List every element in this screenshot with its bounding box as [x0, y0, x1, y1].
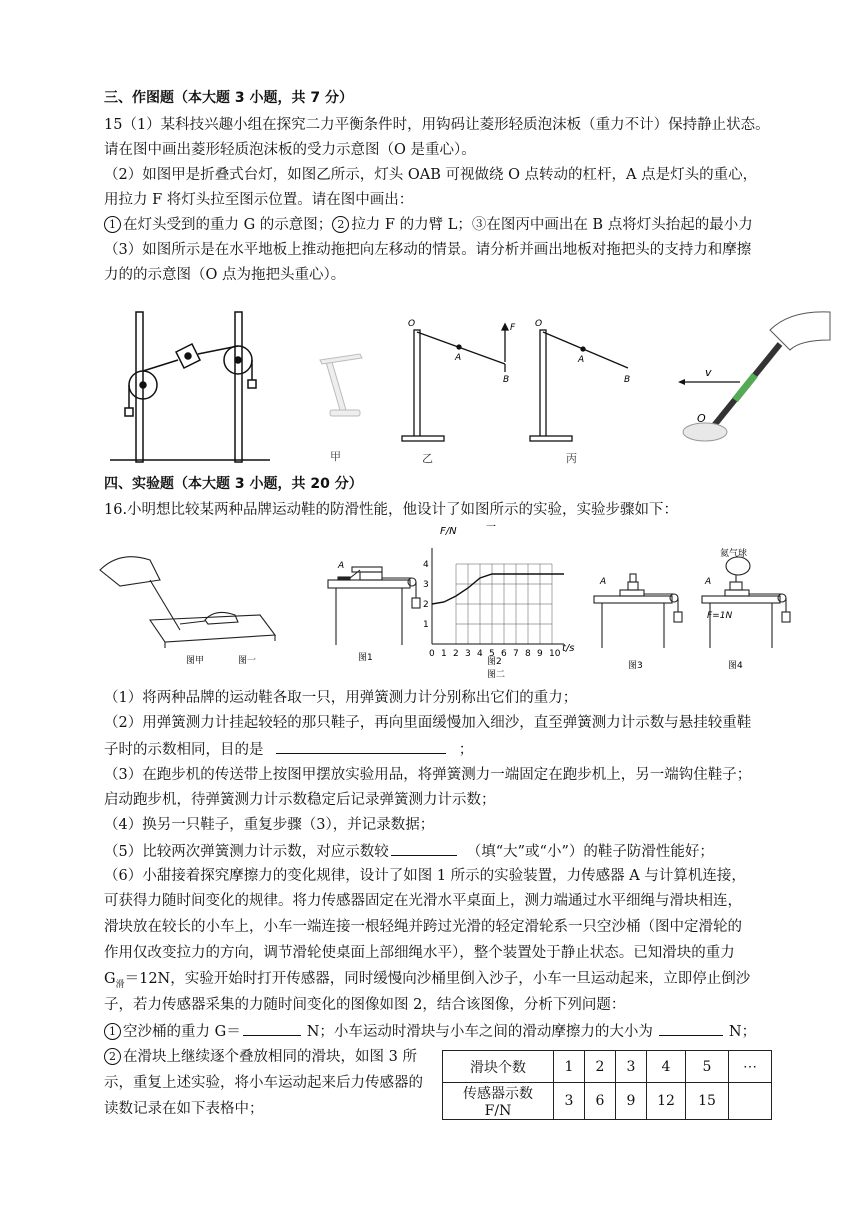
chart-x-axis-label: t/s — [562, 643, 575, 654]
table-cell: 1 — [554, 1051, 585, 1083]
q15-line5-part1: 在灯头受到的重力 G 的示意图； — [123, 217, 333, 233]
q15-line5-part2: 拉力 F 的力臂 L；③在图丙中画出在 B 点将灯头抬起的最小力 — [351, 217, 753, 233]
figures-mid — [0, 520, 860, 680]
fig3-label-A: A — [600, 577, 607, 587]
section3-title: 三、作图题（本大题 3 小题，共 7 分） — [104, 90, 353, 106]
table-cell: 6 — [585, 1083, 616, 1120]
label-A-yi: A — [455, 353, 462, 363]
q15-line7: 力的的示意图（O 点为拖把头重心）。 — [104, 267, 346, 283]
table-cell: 12 — [647, 1083, 686, 1120]
chart-x-tick-label: 3 — [465, 649, 471, 659]
figure2-force-time-chart — [423, 548, 564, 659]
caption-tuyi: 图一 — [238, 656, 257, 666]
step6-line1: （6）小甜接着探究摩擦力的变化规律，设计了如图 1 所示的实验装置，力传感器 A 与计算机连接， — [104, 868, 746, 884]
q16-intro: 16.小明想比较某两种品牌运动鞋的防滑性能，他设计了如图所示的实验，实验步骤如下： — [104, 502, 679, 518]
figure1-apparatus — [328, 567, 420, 645]
figure4-apparatus — [702, 557, 790, 648]
caption-jia: 甲 — [330, 450, 341, 463]
step5-text-b: （填“大”或“小”）的鞋子防滑性能好； — [466, 844, 714, 860]
desk-lamp-figure-jia — [320, 354, 362, 416]
chart-x-tick-label: 10 — [549, 649, 561, 659]
problem1-line — [104, 1021, 756, 1042]
caption-tujia: 图甲 — [186, 656, 205, 666]
q15-line6: （3）如图所示是在水平地板上推动拖把向左移动的情景。请分析并画出地板对拖把头的支持力和摩擦 — [104, 242, 752, 258]
chart-y-axis-label: F/N — [440, 526, 457, 537]
problem1-text-b: N；小车运动时滑块与小车之间的滑动摩擦力的大小为 — [306, 1024, 653, 1040]
chart-y-tick-label: 2 — [423, 600, 429, 610]
table-cell: 15 — [686, 1083, 729, 1120]
table-header-count: 滑块个数 — [443, 1051, 554, 1083]
step6-line4: 作用仅改变拉力的方向，调节滑轮使桌面上部细绳水平），整个装置处于静止状态。已知滑块的重力 — [104, 945, 735, 961]
answer-blank-purpose[interactable] — [276, 739, 446, 754]
treadmill-figure — [100, 557, 275, 648]
label-O-yi: O — [408, 319, 416, 329]
label-O-mop: O — [697, 412, 706, 425]
fig4-label-A: A — [705, 577, 712, 587]
q15-line4: 用拉力 F 将灯头拉至图示位置。请在图中画出： — [104, 192, 414, 208]
q15-line2: 请在图中画出菱形轻质泡沫板的受力示意图（O 是重心）。 — [104, 142, 476, 158]
circled-number-1: 1 — [104, 216, 121, 233]
step6-g-symbol: G — [104, 971, 116, 987]
caption-bing: 丙 — [566, 452, 577, 465]
chart-x-tick-label: 4 — [477, 649, 483, 659]
table-cell — [729, 1083, 772, 1120]
label-B-bing: B — [624, 375, 631, 385]
label-F-yi: F — [510, 323, 516, 333]
table-cell: 9 — [616, 1083, 647, 1120]
chart-x-tick-label: 0 — [429, 649, 435, 659]
label-O-bing: O — [535, 319, 543, 329]
caption-tu2: 图2 — [487, 657, 502, 667]
answer-blank-friction[interactable] — [659, 1021, 723, 1036]
step1: （1）将两种品牌的运动鞋各取一只，用弹簧测力计分别称出它们的重力； — [104, 690, 578, 706]
circled-number-1-p: 1 — [104, 1023, 121, 1040]
step2-line2-text: 子时的示数相同，目的是 — [104, 742, 264, 758]
step6-line5 — [104, 969, 750, 995]
chart-dash-mark: 一 — [486, 522, 496, 533]
step6-line3: 滑块放在较长的小车上，小车一端连接一根轻绳并跨过光滑的轻定滑轮系一只空沙桶（图中定滑轮的 — [104, 919, 742, 935]
chart-x-tick-label: 6 — [501, 649, 507, 659]
step2-line2 — [104, 739, 473, 760]
step2-line2-end: ； — [458, 742, 474, 758]
step6-line5-text: ＝12N，实验开始时打开传感器，同时缓慢向沙桶里倒入沙子，小车一旦运动起来，立即停止倒沙 — [124, 971, 751, 987]
step2-line1: （2）用弹簧测力计挂起较轻的那只鞋子，再向里面缓慢加入细沙，直至弹簧测力计示数与悬挂较重鞋 — [104, 715, 752, 731]
chart-x-tick-label: 2 — [453, 649, 459, 659]
chart-x-tick-label: 7 — [513, 649, 519, 659]
pulley-apparatus-figure — [110, 312, 270, 462]
lamp-lever-figure-bing — [530, 330, 631, 441]
label-B-yi: B — [503, 375, 510, 385]
chart-y-tick-label: 1 — [423, 620, 429, 630]
table-cell: 5 — [686, 1051, 729, 1083]
table-row-reading — [443, 1083, 772, 1120]
problem2-line3: 读数记录在如下表格中； — [104, 1101, 264, 1117]
caption-tu1: 图1 — [358, 653, 373, 663]
table-row-count — [443, 1051, 772, 1083]
lamp-lever-figure-yi — [402, 324, 508, 441]
section4-title: 四、实验题（本大题 3 小题，共 20 分） — [104, 476, 363, 492]
step6-line2: 可获得力随时间变化的规律。将力传感器固定在光滑水平桌面上，测力端通过水平细绳与滑块相连， — [104, 893, 742, 909]
problem1-text-a: 空沙桶的重力 G＝ — [123, 1024, 241, 1040]
table-cell: 3 — [616, 1051, 647, 1083]
chart-series-line — [432, 574, 564, 604]
figure3-apparatus — [594, 574, 682, 648]
caption-tu3: 图3 — [628, 661, 643, 671]
caption-tu4: 图4 — [728, 661, 743, 671]
circled-number-2: 2 — [332, 216, 349, 233]
q15-line3: （2）如图甲是折叠式台灯，如图乙所示，灯头 OAB 可视做绕 O 点转动的杠杆，A 点是灯头的重心， — [104, 167, 758, 183]
fig4-force-label: F=1N — [707, 611, 733, 621]
chart-x-tick-label: 5 — [489, 649, 495, 659]
chart-x-tick-label: 9 — [537, 649, 543, 659]
table-header-reading: 传感器示数 F/N — [443, 1083, 554, 1120]
caption-yi: 乙 — [422, 452, 433, 465]
table-cell: ⋯ — [729, 1051, 772, 1083]
step6-g-subscript: 滑 — [115, 979, 125, 990]
problem2-line2: 示，重复上述实验，将小车运动起来后力传感器的 — [104, 1075, 423, 1091]
label-v: v — [705, 366, 712, 379]
label-A-bing: A — [578, 355, 585, 365]
q15-line1: 15（1）某科技兴趣小组在探究二力平衡条件时，用钩码让菱形轻质泡沫板（重力不计）保持静止状态。 — [104, 117, 770, 133]
q15-line5 — [104, 215, 753, 235]
caption-tuer: 图二 — [487, 670, 506, 680]
answer-blank-big-small[interactable] — [391, 841, 457, 856]
step3-line1: （3）在跑步机的传送带上按图甲摆放实验用品，将弹簧测力一端固定在跑步机上，另一端钩住鞋子； — [104, 767, 752, 783]
circled-number-2-p: 2 — [104, 1048, 121, 1065]
chart-y-tick-label: 4 — [423, 560, 429, 570]
problem2-text-a: 在滑块上继续逐个叠放相同的滑块，如图 3 所 — [123, 1049, 417, 1065]
table-cell: 2 — [585, 1051, 616, 1083]
table-cell: 4 — [647, 1051, 686, 1083]
fig4-helium-balloon-label: 氦气球 — [720, 549, 748, 559]
step5 — [104, 841, 714, 862]
chart-y-tick-label: 3 — [423, 580, 429, 590]
problem2-line1 — [104, 1047, 417, 1067]
chart-x-tick-label: 1 — [441, 649, 447, 659]
slider-sensor-table — [442, 1050, 772, 1120]
chart-x-tick-label: 8 — [525, 649, 531, 659]
step3-line2: 启动跑步机，待弹簧测力计示数稳定后记录弹簧测力计示数； — [104, 792, 496, 808]
step5-text-a: （5）比较两次弹簧测力计示数，对应示数较 — [104, 844, 389, 860]
answer-blank-bucket-weight[interactable] — [243, 1021, 301, 1036]
table-cell: 3 — [554, 1083, 585, 1120]
step4: （4）换另一只鞋子，重复步骤（3），并记录数据； — [104, 817, 435, 833]
figures-top — [0, 300, 860, 470]
fig1-label-A: A — [338, 561, 345, 571]
problem1-text-c: N； — [728, 1024, 757, 1040]
step6-line6: 子，若力传感器采集的力随时间变化的图像如图 2，结合该图像，分析下列问题： — [104, 997, 626, 1013]
